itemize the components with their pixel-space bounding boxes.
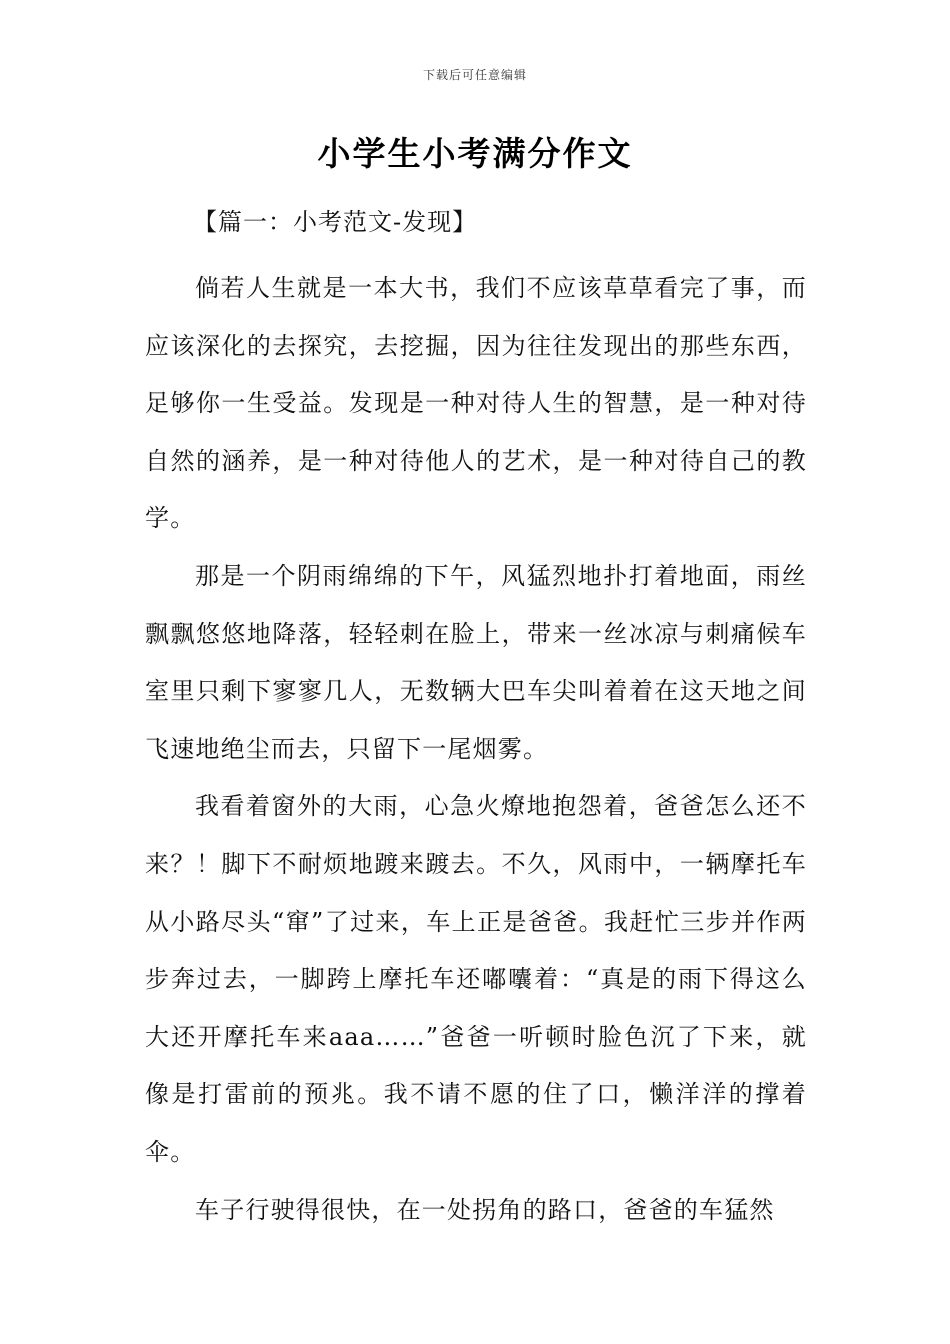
paragraph-4: 车子行驶得很快，在一处拐角的路口，爸爸的车猛然 [195, 1195, 775, 1224]
header-note: 下载后可任意编辑 [422, 68, 527, 82]
paragraph-1: 倘若人生就是一本大书，我们不应该草草看完了事，而应该深化的去探究，去挖掘，因为往往发现出的那些东西，足够你一生受益。发现是一种对待人生的智慧，是一种对待自然的涵养，是一种对待他人的艺术，是一种对待自己的教学。 [145, 274, 807, 533]
document-body [145, 200, 807, 1239]
document-title: 小学生小考满分作文 [317, 134, 633, 173]
paragraph-3: 我看着窗外的大雨，心急火燎地抱怨着，爸爸怎么还不来？！脚下不耐烦地踱来踱去。不久，风雨中，一辆摩托车从小路尽头“窜”了过来，车上正是爸爸。我赶忙三步并作两步奔过去，一脚跨上摩托车还嘟囔着：“真是的雨下得这么大还开摩托车来aaa……”爸爸一听顿时脸色沉了下来，就像是打雷前的预兆。我不请不愿的住了口，懒洋洋的撑着伞。 [145, 792, 807, 1166]
paragraph-2: 那是一个阴雨绵绵的下午，风猛烈地扑打着地面，雨丝飘飘悠悠地降落，轻轻刺在脸上，带来一丝冰凉与刺痛候车室里只剩下寥寥几人，无数辆大巴车尖叫着着在这天地之间飞速地绝尘而去，只留下一尾烟雾。 [145, 561, 807, 763]
section-heading: 【篇一：小考范文-发现】 [193, 208, 478, 236]
